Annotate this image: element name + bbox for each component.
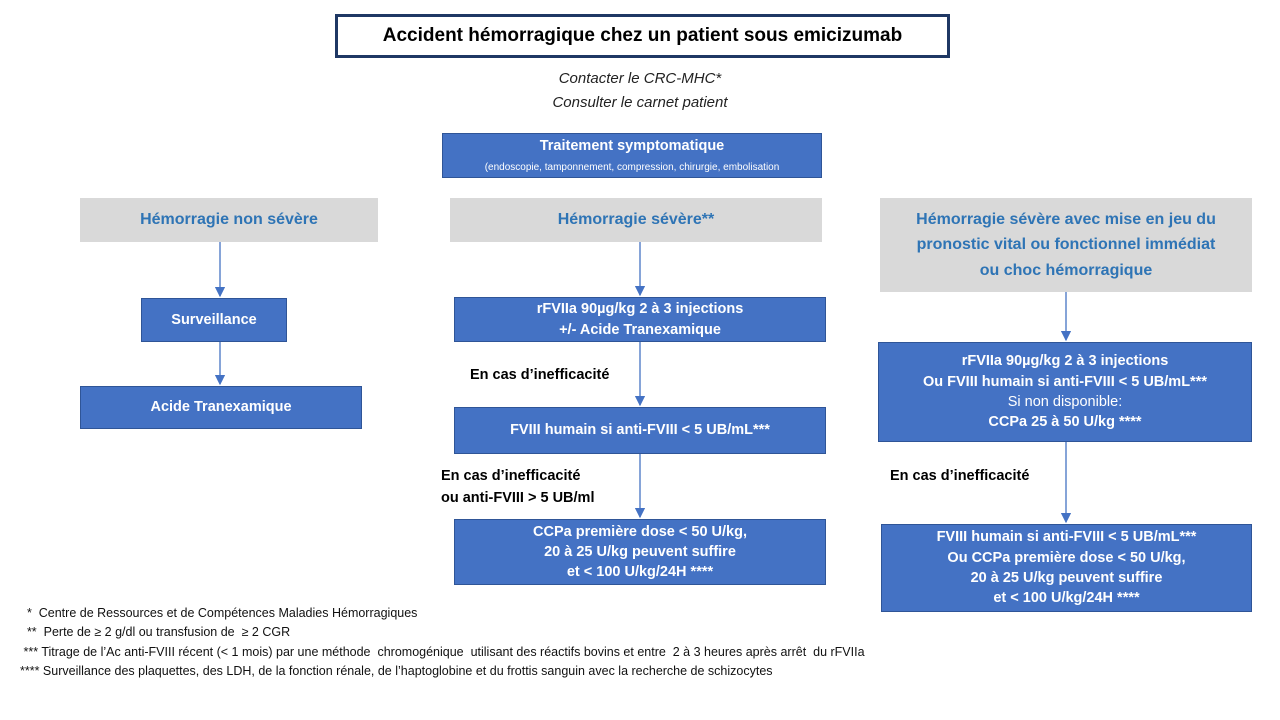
rfviia-vital-line-3: Si non disponible:	[1007, 394, 1123, 410]
header-vital-line-1: Hémorragie sévère avec mise en jeu du	[916, 210, 1216, 228]
box-rfviia-vital	[878, 342, 1252, 442]
symptomatic-title: Traitement symptomatique	[539, 138, 725, 155]
box-surveillance: Surveillance	[141, 298, 287, 342]
fviii-vital-line-1: FVIII humain si anti-FVIII < 5 UB/mL***	[936, 529, 1197, 546]
symptomatic-treatment-box	[442, 133, 822, 178]
fviii-vital-line-2: Ou CCPa première dose < 50 U/kg,	[947, 549, 1186, 566]
footnote-1: * Centre de Ressources et de Compétences Maladies Hémorragiques	[20, 606, 418, 620]
fviii-vital-line-4: et < 100 U/kg/24H ****	[993, 590, 1140, 607]
header-severe: Hémorragie sévère**	[450, 198, 822, 242]
ccpa-mid-line-2: 20 à 25 U/kg peuvent suffire	[544, 543, 736, 560]
footnote-4: **** Surveillance des plaquettes, des LDH, de la fonction rénale, de l’haptoglobine et du frottis sanguin avec la recherche de schizocytes	[20, 664, 773, 679]
header-vital-line-3: ou choc hémorragique	[979, 261, 1153, 279]
header-vital-line-2: pronostic vital ou fonctionnel immédiat	[916, 236, 1216, 254]
carnet-line: Consulter le carnet patient	[552, 94, 728, 111]
page-title: Accident hémorragique chez un patient sous emicizumab	[335, 14, 950, 58]
ccpa-mid-line-1: CCPa première dose < 50 U/kg,	[533, 523, 747, 540]
rfviia-vital-line-4: CCPa 25 à 50 U/kg ****	[988, 414, 1142, 431]
note-inefficacite-right: En cas d’inefficacité	[890, 468, 1030, 484]
box-fviii-humain: FVIII humain si anti-FVIII < 5 UB/mL***	[454, 407, 826, 454]
rfviia-line-1: rFVIIa 90µg/kg 2 à 3 injections	[536, 301, 744, 318]
rfviia-vital-line-2: Ou FVIII humain si anti-FVIII < 5 UB/mL***	[922, 373, 1207, 390]
note-inefficacite-mid-2	[441, 466, 594, 510]
box-acide-tranexamique: Acide Tranexamique	[80, 386, 362, 429]
note-mid-2-line-1: En cas d’inefficacité	[441, 468, 581, 484]
header-severe-vital	[880, 198, 1252, 292]
contact-line: Contacter le CRC-MHC*	[558, 70, 722, 87]
header-non-severe: Hémorragie non sévère	[80, 198, 378, 242]
note-mid-2-line-2: ou anti-FVIII > 5 UB/ml	[441, 489, 595, 506]
footnote-2: ** Perte de ≥ 2 g/dl ou transfusion de ≥ 2 CGR	[20, 625, 291, 640]
fviii-vital-line-3: 20 à 25 U/kg peuvent suffire	[970, 570, 1163, 586]
note-inefficacite-mid-1: En cas d’inefficacité	[470, 367, 610, 383]
footnote-3: *** Titrage de l’Ac anti-FVIII récent (< 1 mois) par une méthode chromogénique utilisant des réactifs bovins et entre 2 à 3 heures après arrêt du rFVIIa	[20, 644, 865, 659]
footnotes	[20, 604, 865, 682]
box-ccpa-mid	[454, 519, 826, 585]
box-fviii-ccpa-vital	[881, 524, 1252, 612]
symptomatic-detail: (endoscopie, tamponnement, compression, chirurgie, embolisation	[484, 161, 780, 173]
rfviia-line-2: +/- Acide Tranexamique	[559, 321, 721, 338]
box-rfviia	[454, 297, 826, 342]
rfviia-vital-line-1: rFVIIa 90µg/kg 2 à 3 injections	[961, 353, 1169, 370]
ccpa-mid-line-3: et < 100 U/kg/24H ****	[566, 564, 714, 581]
